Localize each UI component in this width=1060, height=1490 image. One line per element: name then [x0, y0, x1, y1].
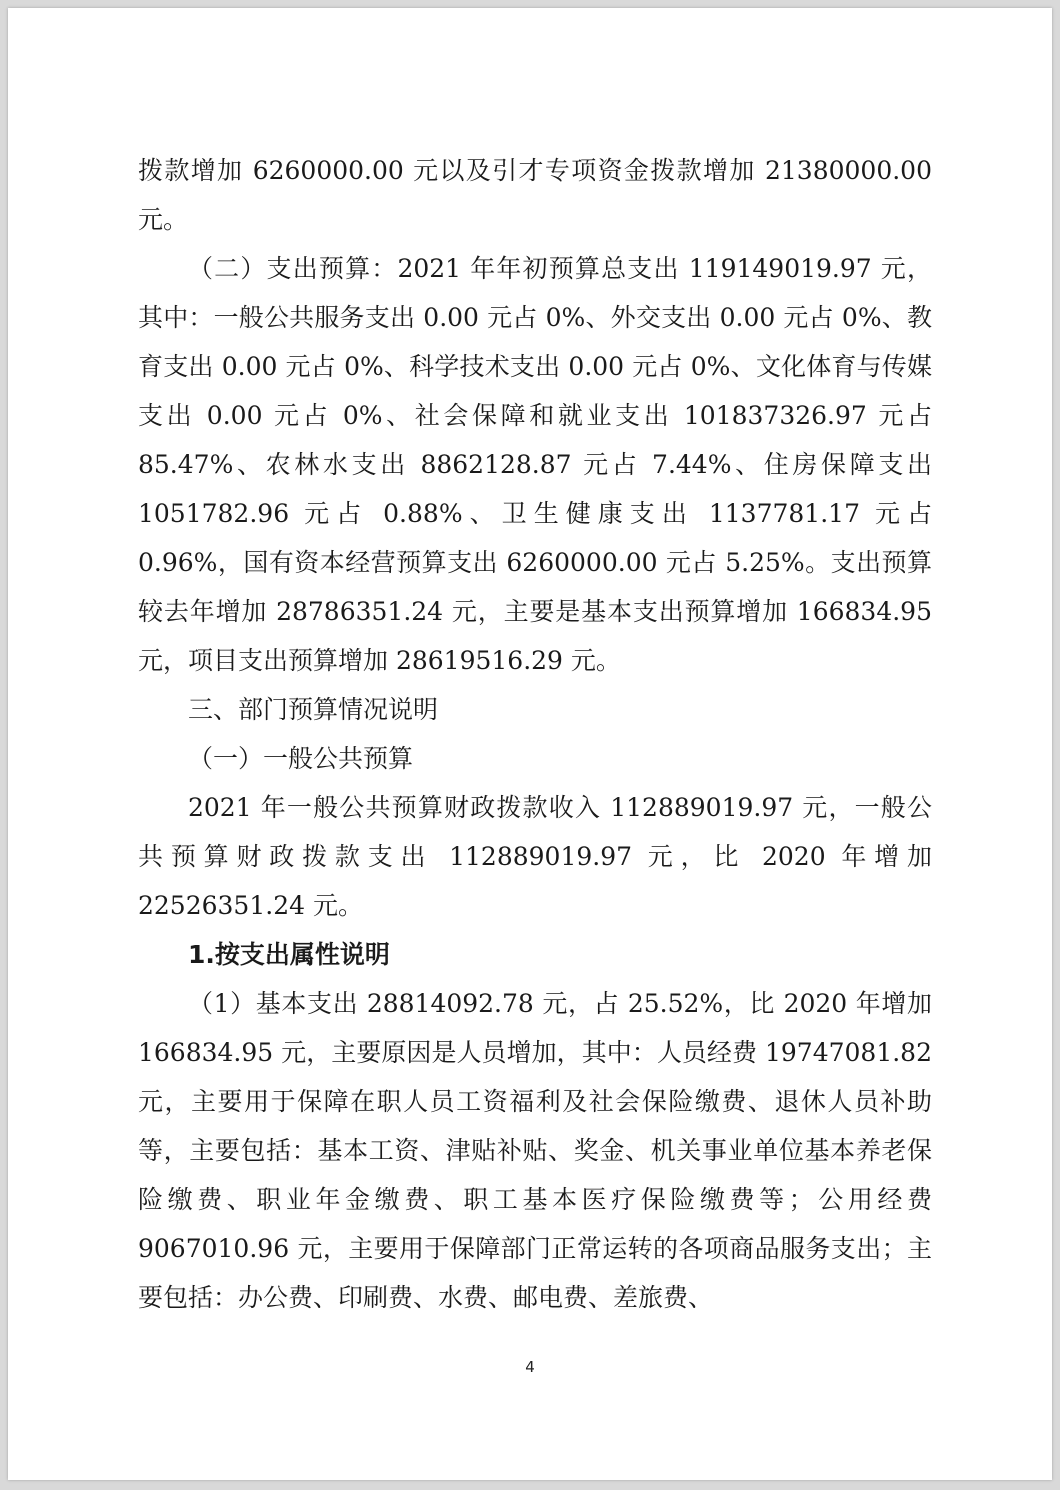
paragraph-general-public-budget: 2021 年一般公共预算财政拨款收入 112889019.97 元，一般公共预算财政拨款支出 112889019.97 元，比 2020 年增加 22526351.24 元。 — [138, 793, 932, 920]
document-page — [8, 8, 1052, 1480]
paragraph-expenditure-budget: （二）支出预算：2021 年年初预算总支出 119149019.97 元，其中：一般公共服务支出 0.00 元占 0%、外交支出 0.00 元占 0%、教育支出 0.00 元占 0%、科学技术支出 0.00 元占 0%、文化体育与传媒支出 0.00 元占 0%、社会保障和就业支出 101837326.97 元占 85.47%、农林水支出 8862128.87 元占 7.44%、住房保障支出 1051782.96 元占 0.88%、卫生健康支出 1137781.17 元占 0.96%，国有资本经营预算支出 6260000.00 元占 5.25%。支出预算较去年增加 28786351.24 元，主要是基本支出预算增加 166834.95 元，项目支出预算增加 28619516.29 元。 — [138, 254, 932, 675]
paragraph-continued-income: 拨款增加 6260000.00 元以及引才专项资金拨款增加 21380000.00 元。 — [138, 156, 932, 234]
document-body — [138, 146, 932, 1322]
subsection-heading-general-public-budget: （一）一般公共预算 — [188, 744, 414, 773]
page-number: 4 — [525, 1358, 535, 1376]
paragraph-basic-expenditure: （1）基本支出 28814092.78 元，占 25.52%，比 2020 年增加 166834.95 元，主要原因是人员增加，其中：人员经费 19747081.82 元，主要用于保障在职人员工资福利及社会保险缴费、退休人员补助等，主要包括：基本工资、津贴补贴、奖金、机关事业单位基本养老保险缴费、职业年金缴费、职工基本医疗保险缴费等；公用经费 9067010.96 元，主要用于保障部门正常运转的各项商品服务支出；主要包括：办公费、印刷费、水费、邮电费、差旅费、 — [138, 989, 932, 1312]
heading-by-expenditure-attribute: 1.按支出属性说明 — [188, 940, 390, 969]
section-heading-department-budget: 三、部门预算情况说明 — [188, 695, 439, 724]
